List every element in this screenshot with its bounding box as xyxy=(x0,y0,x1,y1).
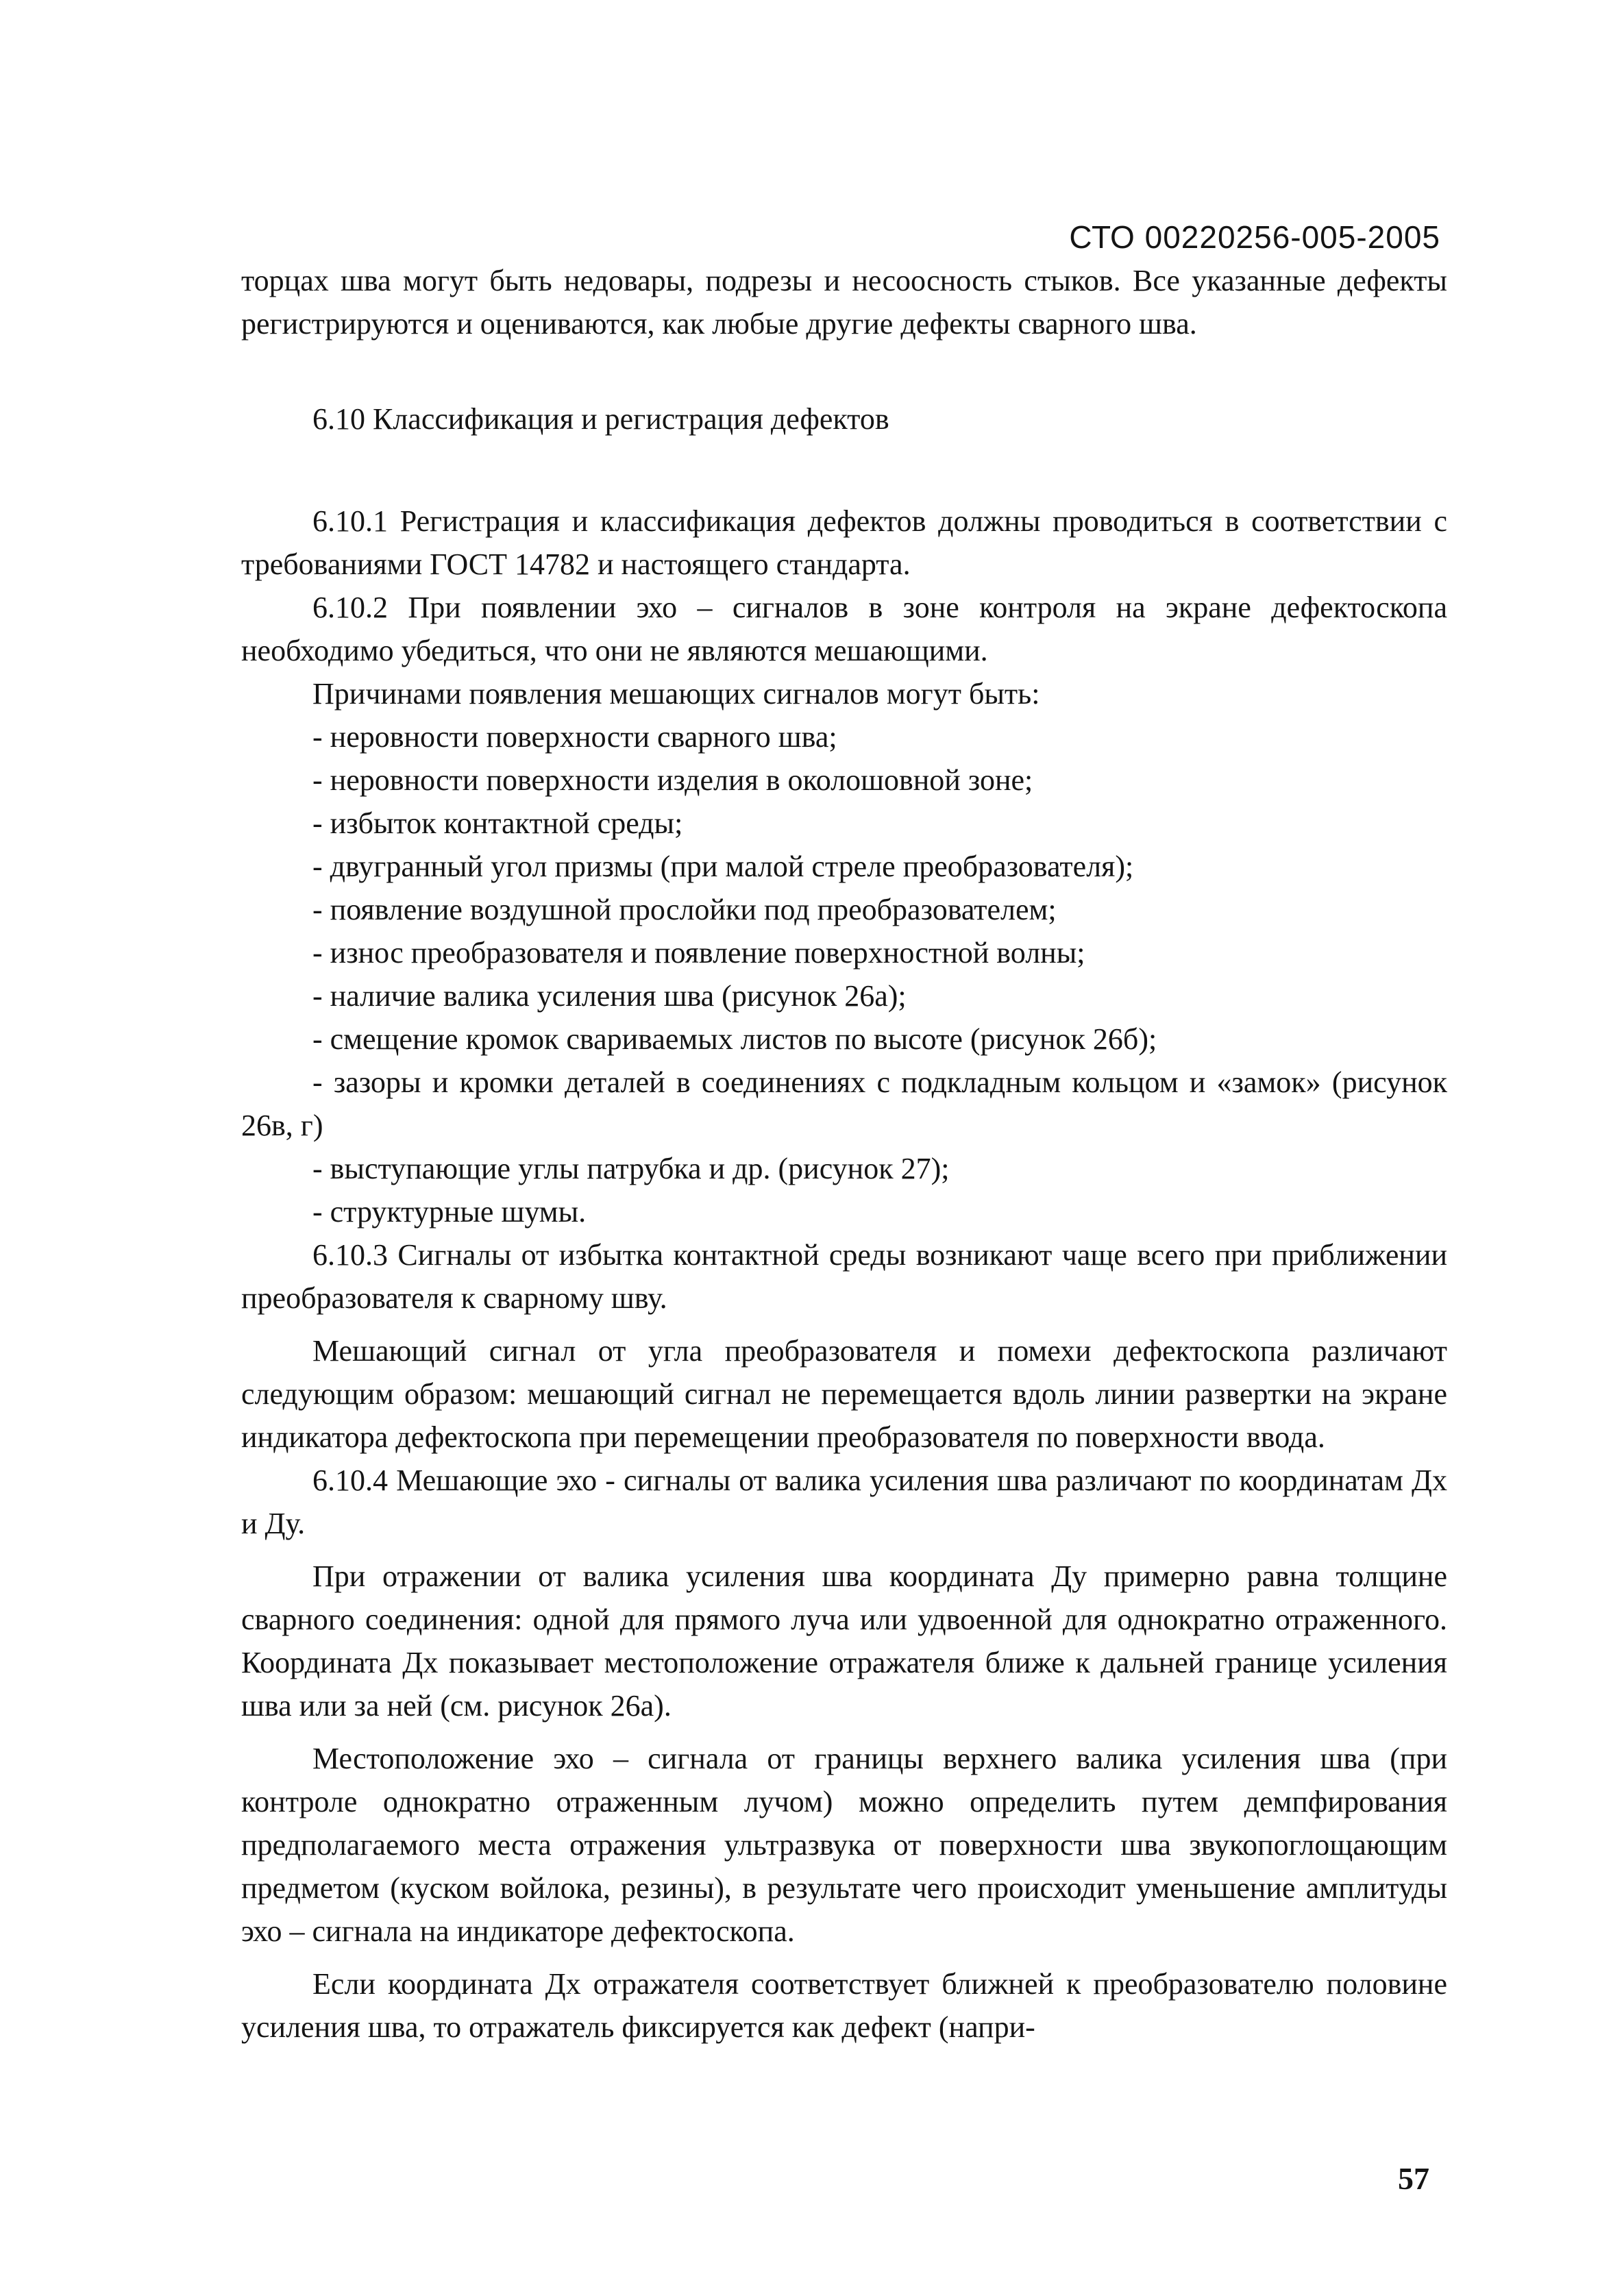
paragraph-6-10-1: 6.10.1 Регистрация и классификация дефектов должны проводиться в соответствии с требованиями ГОСТ 14782 и настоящего стандарта. xyxy=(241,504,1447,581)
paragraph-defect-fix: Если координата Дх отражателя соответствует ближней к преобразователю половине усиления шва, то отражатель фиксируется как дефект (напри- xyxy=(241,1967,1447,2044)
causes-intro: Причинами появления мешающих сигналов могут быть: xyxy=(312,677,1040,711)
list-item: - смещение кромок свариваемых листов по высоте (рисунок 26б); xyxy=(312,1022,1157,1056)
section-heading: 6.10 Классификация и регистрация дефектов xyxy=(312,402,889,436)
list-item: - зазоры и кромки деталей в соединениях с подкладным кольцом и «замок» (рисунок 26в, г) xyxy=(241,1065,1447,1142)
page-number: 57 xyxy=(1398,2161,1429,2196)
paragraph-reflection: При отражении от валика усиления шва координата Ду примерно равна толщине сварного соединения: одной для прямого луча или удвоенной для однократно отраженного. Координата Дх показывает местоположение отражателя ближе к дальней границе усиления шва или за ней (см. рисунок 26а). xyxy=(241,1559,1447,1723)
intro-paragraph: торцах шва могут быть недовары, подрезы и несоосность стыков. Все указанные дефекты регистрируются и оцениваются, как любые другие дефекты сварного шва. xyxy=(241,264,1447,341)
paragraph-6-10-3: 6.10.3 Сигналы от избытка контактной среды возникают чаще всего при приближении преобразователя к сварному шву. xyxy=(241,1238,1447,1315)
paragraph-6-10-2: 6.10.2 При появлении эхо – сигналов в зоне контроля на экране дефектоскопа необходимо убедиться, что они не являются мешающими. xyxy=(241,591,1447,667)
document-code: СТО 00220256-005-2005 xyxy=(1069,219,1440,255)
list-item: - избыток контактной среды; xyxy=(312,806,683,840)
causes-list xyxy=(241,715,1447,1233)
paragraph-6-10-4: 6.10.4 Мешающие эхо - сигналы от валика усиления шва различают по координатам Дх и Ду. xyxy=(241,1464,1447,1540)
list-item: - неровности поверхности изделия в околошовной зоне; xyxy=(312,763,1033,797)
list-item: - двугранный угол призмы (при малой стреле преобразователя); xyxy=(312,850,1134,883)
list-item: - структурные шумы. xyxy=(312,1195,587,1229)
body-text xyxy=(241,259,1447,2049)
paragraph-damping: Местоположение эхо – сигнала от границы верхнего валика усиления шва (при контроле однократно отраженным лучом) можно определить путем демпфирования предполагаемого места отражения ультразвука от поверхности шва звукопоглощающим предметом (куском войлока, резины), в результате чего происходит уменьшение амплитуды эхо – сигнала на индикаторе дефектоскопа. xyxy=(241,1742,1447,1948)
list-item: - износ преобразователя и появление поверхностной волны; xyxy=(312,936,1085,970)
paragraph-interference: Мешающий сигнал от угла преобразователя и помехи дефектоскопа различают следующим образом: мешающий сигнал не перемещается вдоль линии развертки на экране индикатора дефектоскопа при перемещении преобразователя по поверхности ввода. xyxy=(241,1334,1447,1454)
list-item: - наличие валика усиления шва (рисунок 26а); xyxy=(312,979,907,1013)
list-item: - выступающие углы патрубка и др. (рисунок 27); xyxy=(312,1152,950,1185)
list-item: - неровности поверхности сварного шва; xyxy=(312,720,837,754)
list-item: - появление воздушной прослойки под преобразователем; xyxy=(312,893,1057,926)
